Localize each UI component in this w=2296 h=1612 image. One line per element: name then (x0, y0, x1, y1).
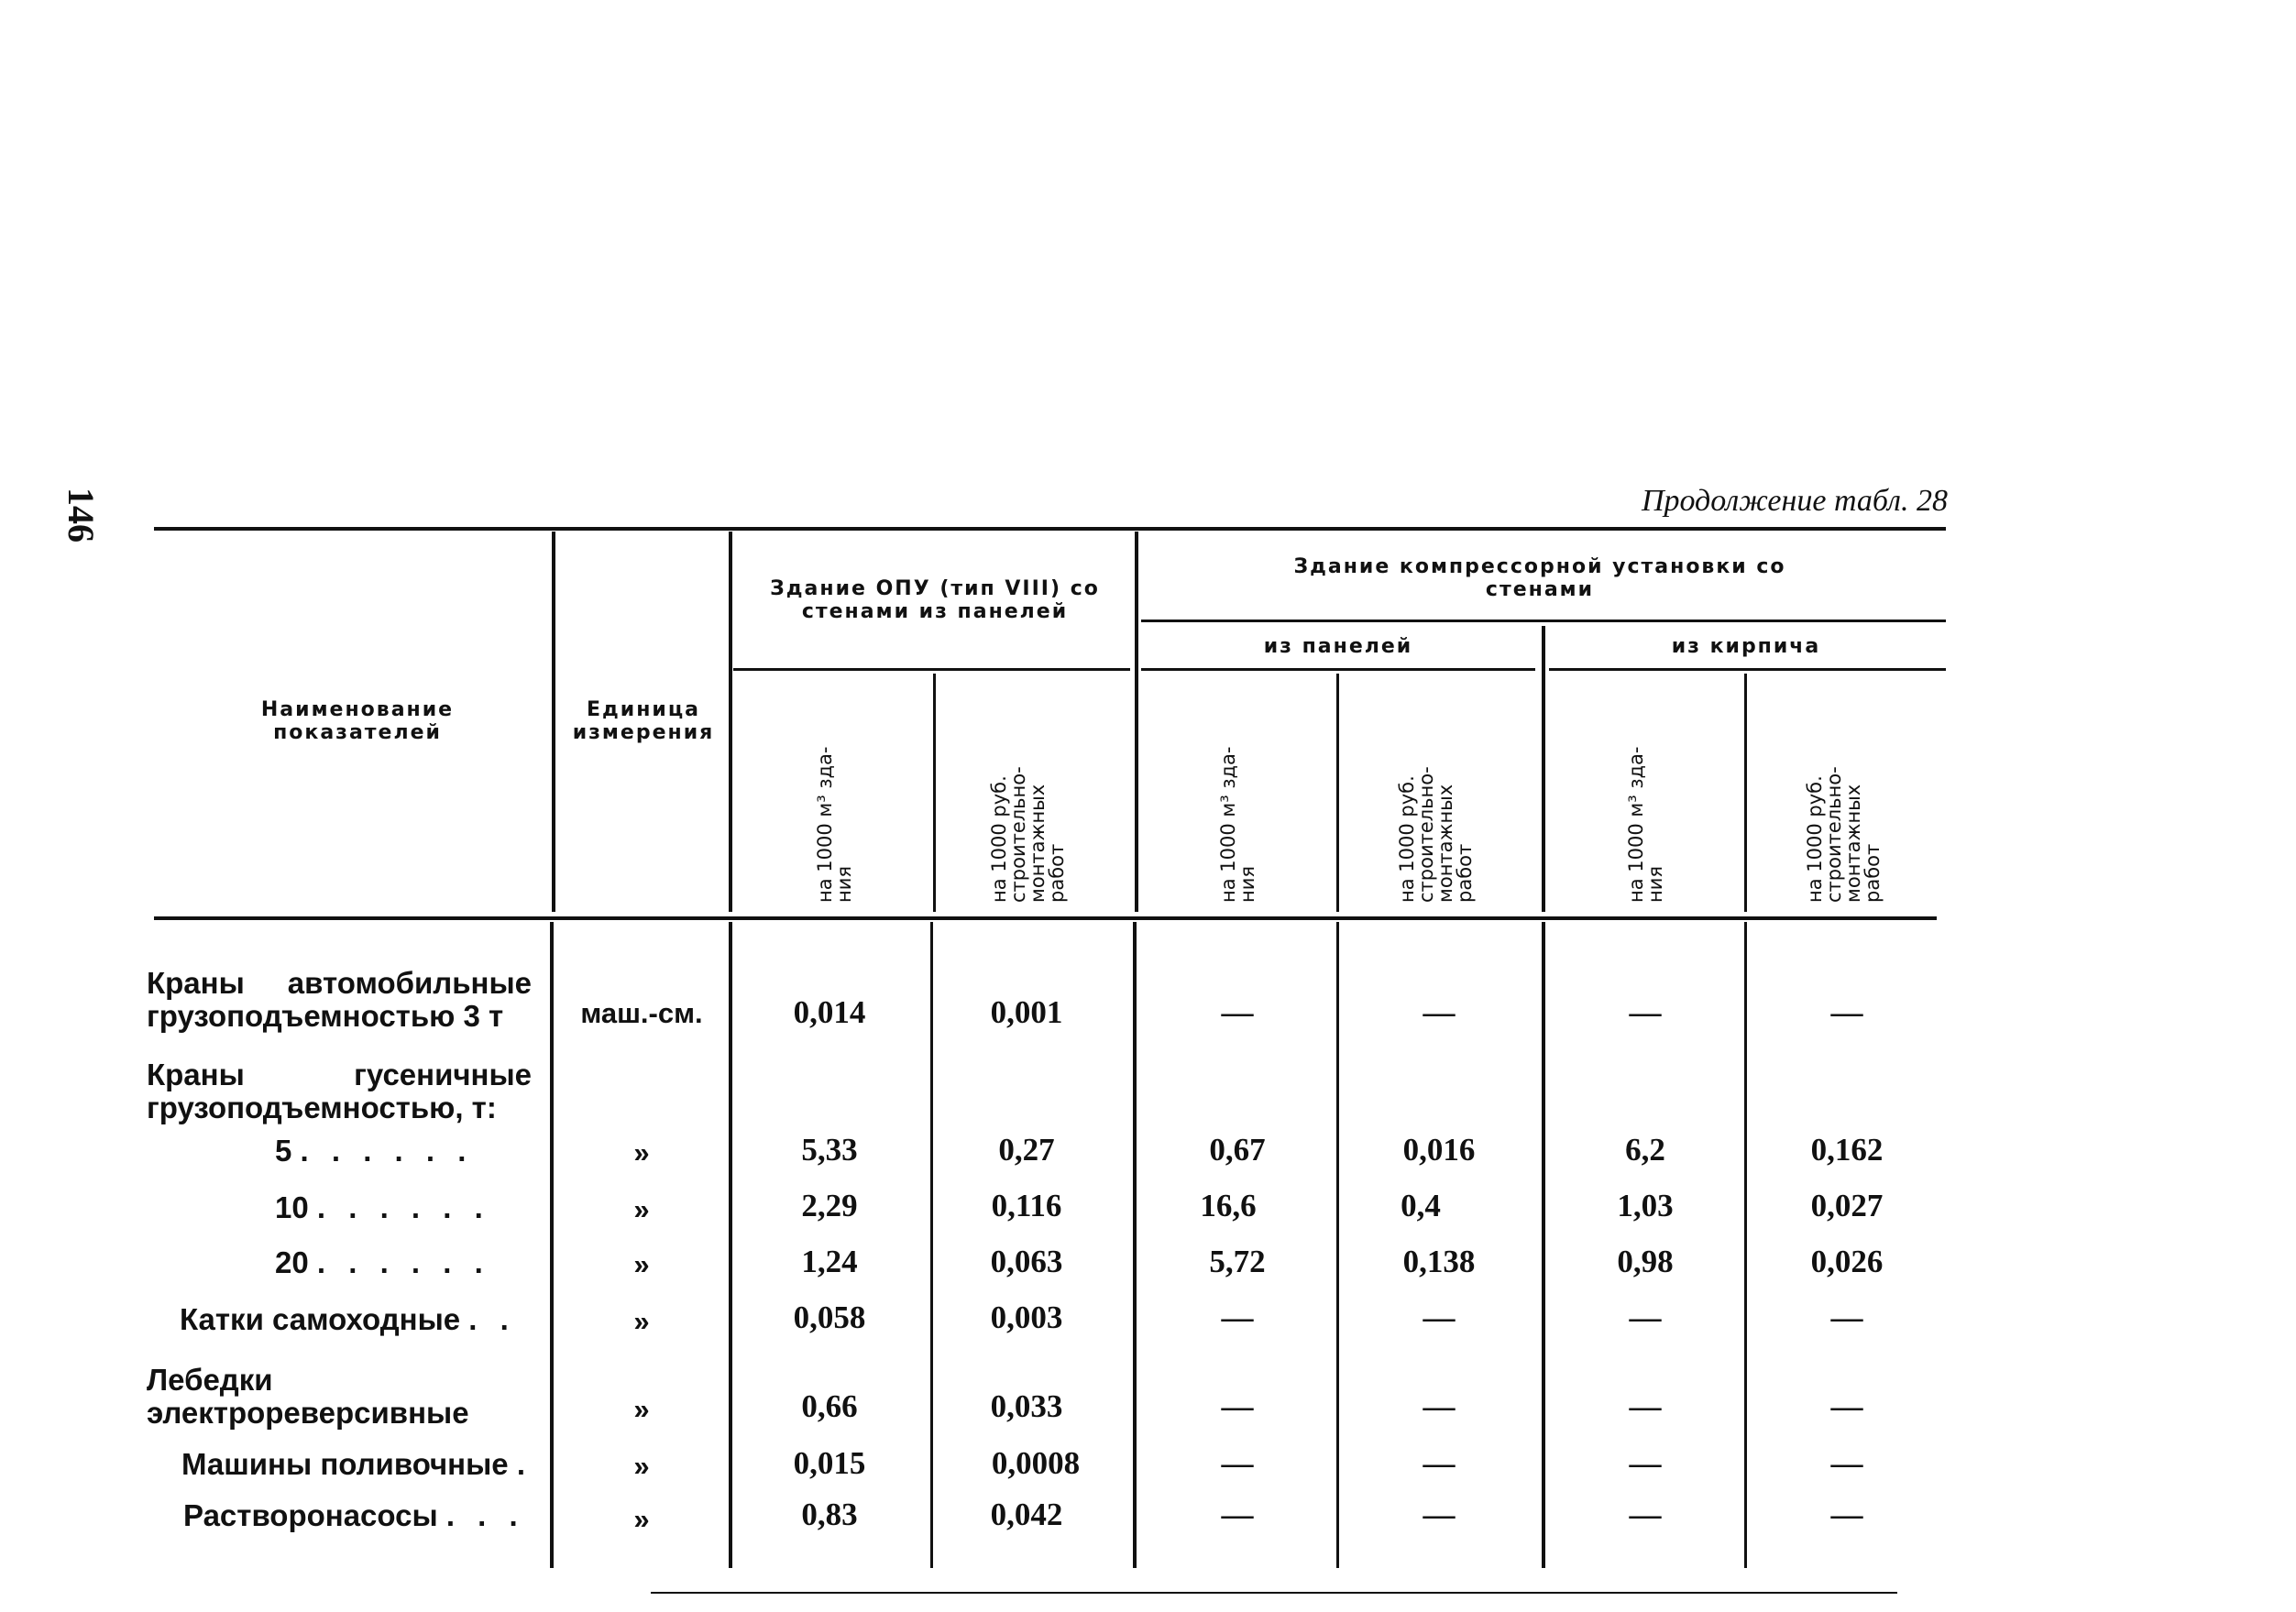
value-cell: 0,026 (1810, 1244, 1884, 1279)
col-header-per-cost: на 1000 руб. строительно- монтажных работ (1804, 766, 1884, 903)
value-cell: 1,24 (801, 1244, 858, 1279)
header-unit: Единица измерения (572, 698, 715, 745)
col-rule (1542, 922, 1545, 1568)
value-cell: — (1629, 994, 1662, 1030)
row-name: Катки самоходные . . (180, 1302, 516, 1336)
value-cell: — (1830, 994, 1863, 1030)
value-cell: 0,98 (1617, 1244, 1674, 1279)
leader-dots: . . . . . . (316, 1190, 490, 1224)
header-group2: Здание компрессорной установки со стенами (1293, 555, 1786, 602)
value-cell: 0,138 (1402, 1244, 1476, 1279)
row-label: 10 (275, 1190, 309, 1224)
value-cell: 0,003 (990, 1299, 1063, 1335)
page-number: 146 (60, 488, 102, 543)
row-name (275, 1191, 532, 1224)
row-name: Растворонасосы . . . (183, 1498, 525, 1532)
row-name (275, 1135, 532, 1168)
row-unit: » (633, 1503, 650, 1535)
leader-dots: . . . . . . (300, 1134, 474, 1168)
row-name: Машины поливочные . (181, 1447, 533, 1481)
row-unit: маш.-см. (580, 997, 703, 1029)
col-header-per-cost: на 1000 руб. строительно- монтажных работ (1396, 766, 1476, 903)
value-cell: 0,67 (1209, 1132, 1266, 1168)
header-name: Наименование показателей (260, 698, 455, 745)
value-cell: 0,014 (793, 994, 866, 1030)
value-cell: 0,063 (990, 1244, 1063, 1279)
value-cell: — (1830, 1445, 1863, 1481)
row-name (275, 1246, 532, 1279)
value-cell: 5,72 (1209, 1244, 1266, 1279)
col-header-per-volume: на 1000 м³ зда- ния (1217, 746, 1258, 903)
row-label: Растворонасосы (183, 1498, 438, 1532)
value-cell: — (1629, 1299, 1662, 1335)
value-cell: 0,116 (991, 1188, 1062, 1223)
value-cell: — (1629, 1388, 1662, 1424)
value-cell: 0,027 (1810, 1188, 1884, 1223)
sub1-rule (1141, 668, 1535, 671)
value-cell: 0,27 (998, 1132, 1055, 1168)
row-label: Машины поливочные (181, 1447, 509, 1481)
row-unit: » (633, 1193, 650, 1225)
col-rule (729, 922, 732, 1568)
table-caption: Продолжение табл. 28 (1641, 484, 1948, 518)
col-header-per-cost: на 1000 руб. строительно- монтажных работ (988, 766, 1068, 903)
value-cell: — (1629, 1497, 1662, 1532)
row-name: Краны автомобильные грузоподъемностью 3 т (147, 966, 532, 1034)
value-cell: — (1423, 1445, 1456, 1481)
col-rule (729, 532, 732, 912)
row-name: Лебедки электрореверсивные (147, 1363, 469, 1431)
row-label: Катки самоходные (180, 1302, 461, 1336)
col-rule (550, 922, 554, 1568)
value-cell: 5,33 (801, 1132, 858, 1168)
value-cell: 0,016 (1402, 1132, 1476, 1168)
row-unit: » (633, 1450, 650, 1482)
value-cell: 0,162 (1810, 1132, 1884, 1168)
value-cell: 0,83 (801, 1497, 858, 1532)
value-cell: — (1221, 994, 1254, 1030)
value-cell: 0,4 (1401, 1188, 1441, 1223)
header-bottom-rule (154, 916, 1937, 920)
value-cell: — (1629, 1445, 1662, 1481)
value-cell: 1,03 (1617, 1188, 1674, 1223)
group2-rule (1141, 620, 1946, 622)
col-rule (930, 922, 933, 1568)
value-cell: — (1830, 1299, 1863, 1335)
sub2-rule (1549, 668, 1946, 671)
row-unit: » (633, 1305, 650, 1337)
value-cell: 0,033 (990, 1388, 1063, 1424)
value-cell: 0,0008 (991, 1445, 1081, 1481)
group1-rule (733, 668, 1130, 671)
value-cell: — (1221, 1299, 1254, 1335)
value-cell: 0,058 (793, 1299, 866, 1335)
row-label: 20 (275, 1245, 309, 1279)
row-unit: » (633, 1136, 650, 1168)
row-unit: » (633, 1393, 650, 1425)
value-cell: 16,6 (1200, 1188, 1257, 1223)
header-group2-sub2: из кирпича (1671, 635, 1821, 658)
col-rule (933, 674, 936, 912)
col-rule (1135, 532, 1138, 912)
value-cell: — (1830, 1388, 1863, 1424)
value-cell: 6,2 (1625, 1132, 1665, 1168)
value-cell: — (1221, 1497, 1254, 1532)
col-rule (1133, 922, 1137, 1568)
col-rule (1336, 674, 1339, 912)
row-label: 5 (275, 1134, 292, 1168)
table-bottom-rule (651, 1592, 1897, 1594)
value-cell: — (1423, 994, 1456, 1030)
value-cell: — (1221, 1445, 1254, 1481)
value-cell: 0,042 (990, 1497, 1063, 1532)
col-header-per-volume: на 1000 м³ зда- ния (814, 746, 855, 903)
header-group2-sub1: из панелей (1263, 635, 1413, 658)
value-cell: — (1830, 1497, 1863, 1532)
value-cell: — (1423, 1388, 1456, 1424)
col-rule (1542, 626, 1545, 912)
value-cell: 2,29 (801, 1188, 858, 1223)
value-cell: 0,66 (801, 1388, 858, 1424)
value-cell: 0,001 (990, 994, 1063, 1030)
header-group1: Здание ОПУ (тип VIII) со стенами из панелей (770, 577, 1100, 624)
leader-dots: . . . . . . (316, 1245, 490, 1279)
row-unit: » (633, 1248, 650, 1280)
table-top-rule (154, 527, 1946, 531)
col-rule (1744, 922, 1747, 1568)
col-rule (1744, 674, 1747, 912)
value-cell: 0,015 (793, 1445, 866, 1481)
value-cell: — (1221, 1388, 1254, 1424)
col-header-per-volume: на 1000 м³ зда- ния (1625, 746, 1666, 903)
row-name: Краны гусеничные грузоподъемностью, т: (147, 1058, 532, 1125)
value-cell: — (1423, 1497, 1456, 1532)
value-cell: — (1423, 1299, 1456, 1335)
col-rule (1336, 922, 1339, 1568)
col-rule (552, 532, 555, 912)
